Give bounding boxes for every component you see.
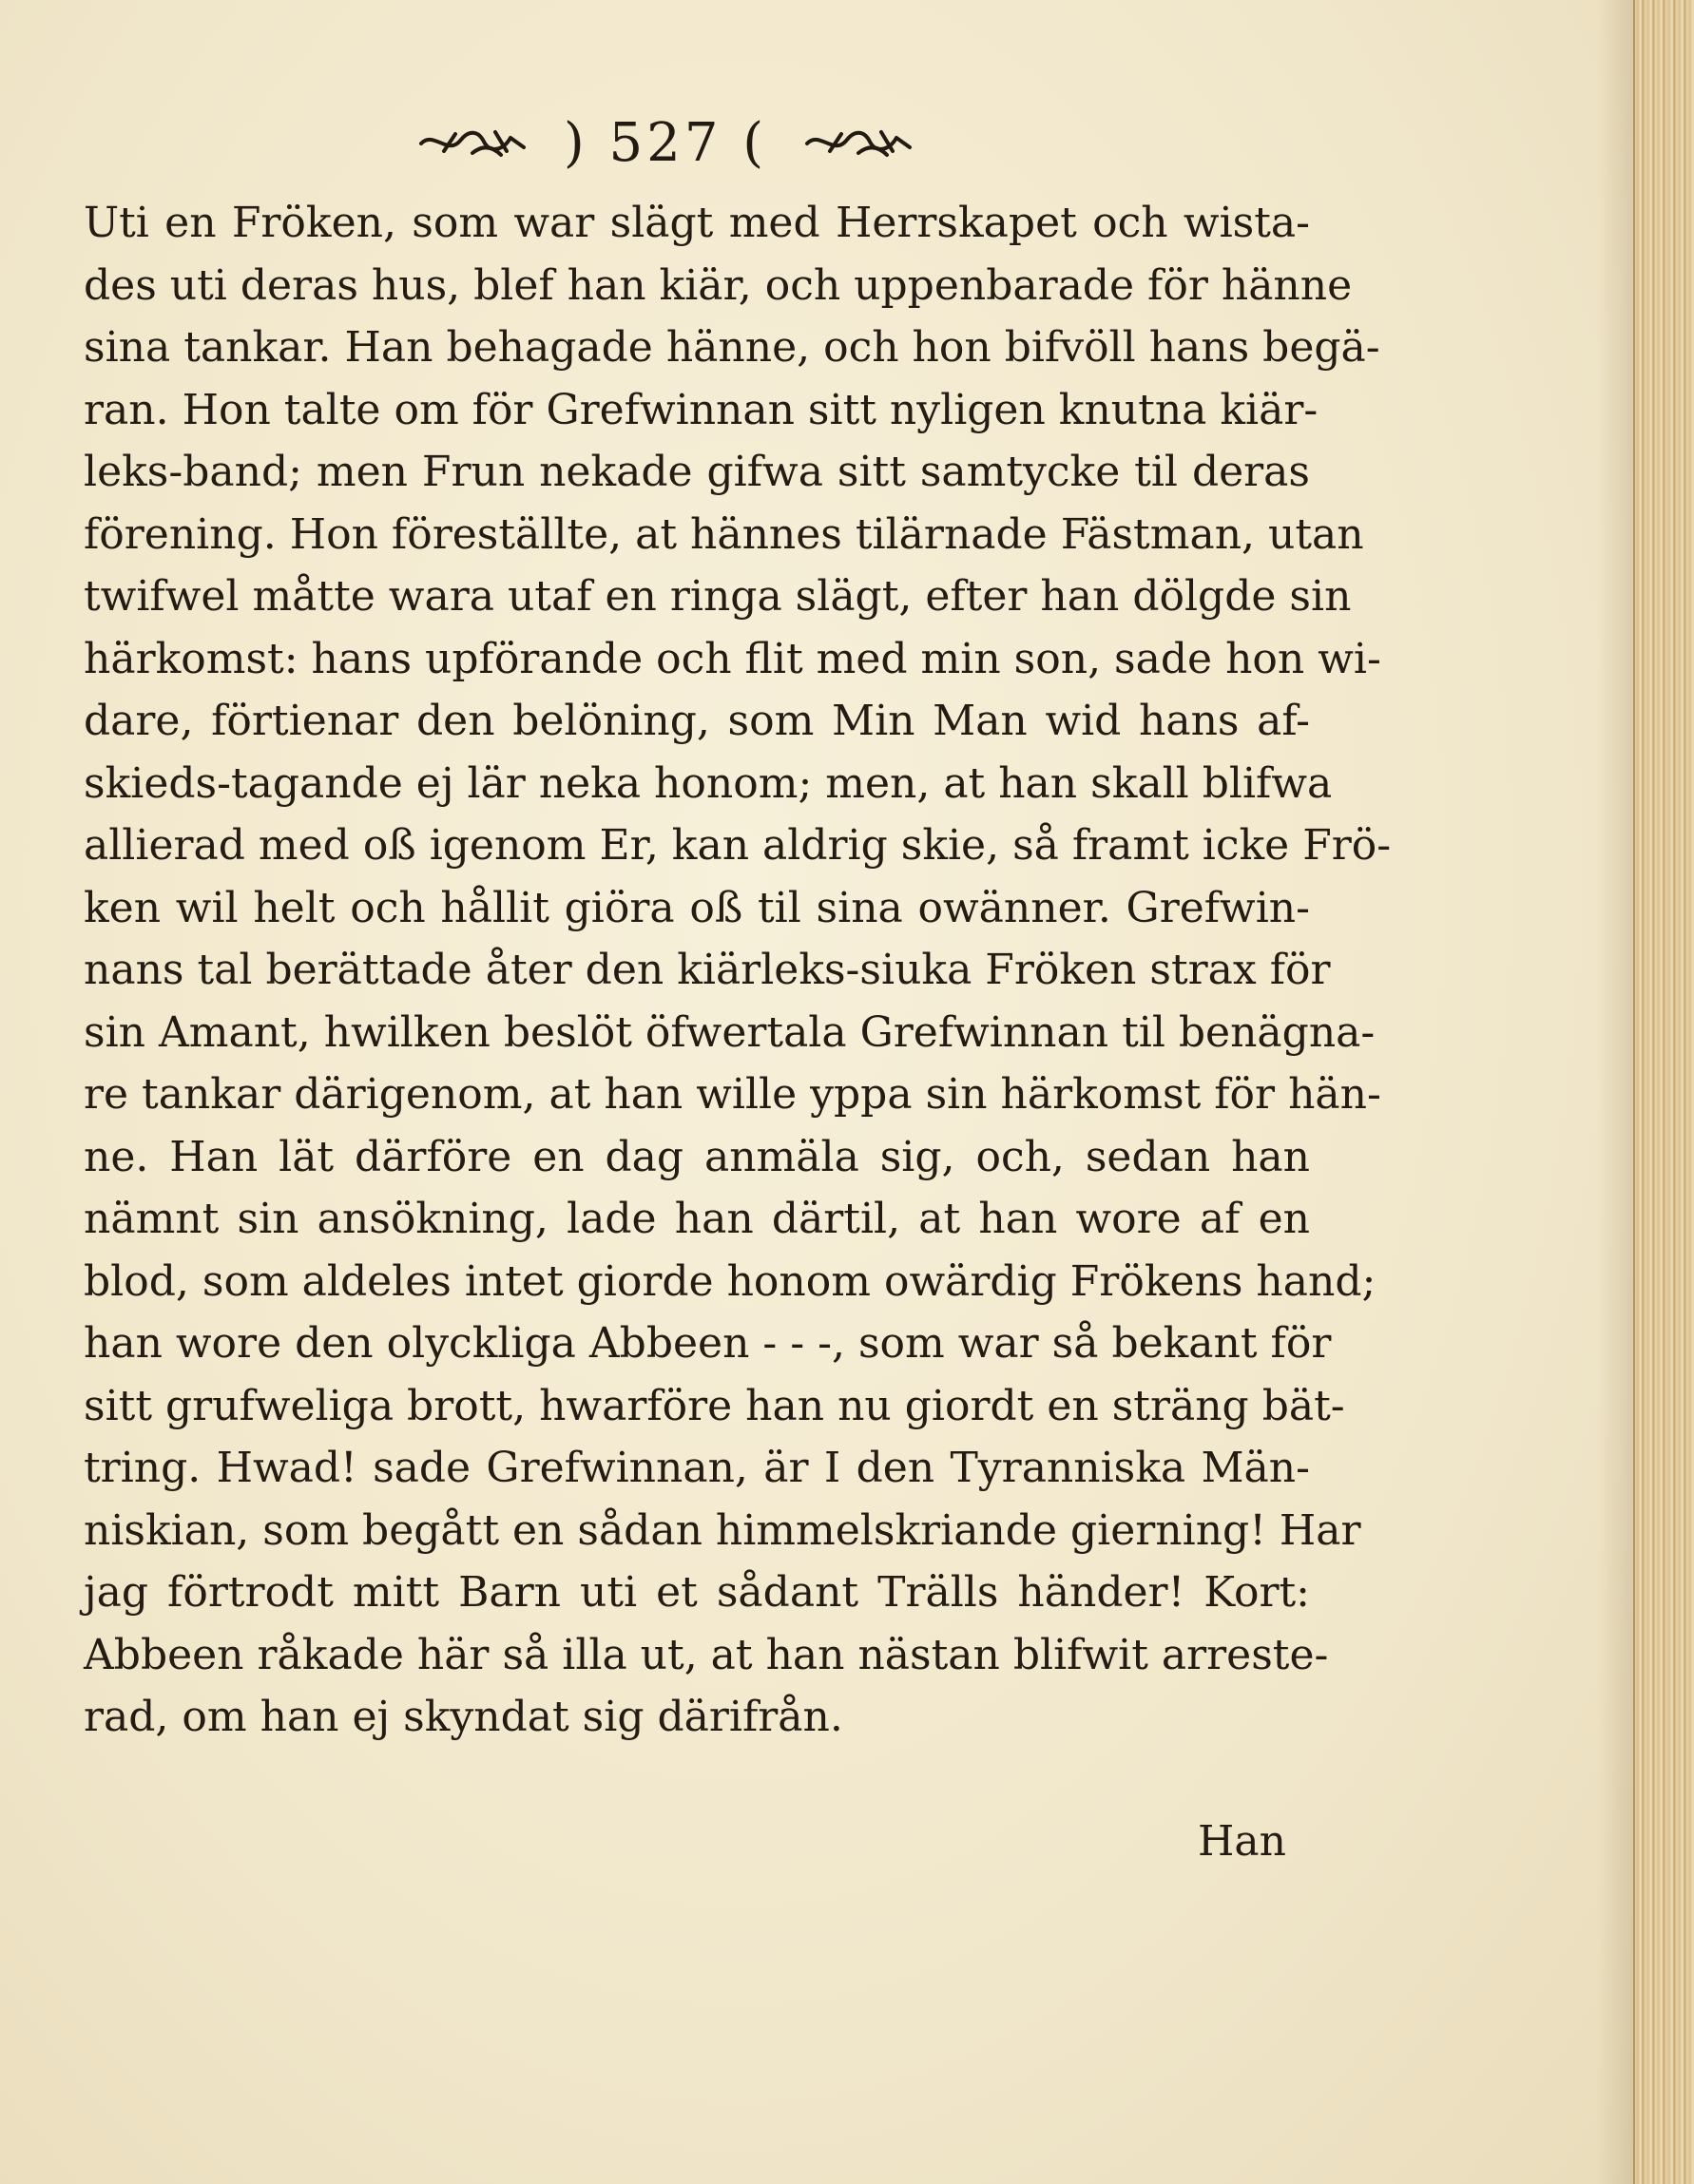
text-line: nämnt sin ansökning, lade han därtil, at han wore af en <box>84 1195 1310 1243</box>
text-line: ken wil helt och hållit giöra oß til sina owänner. Grefwin- <box>84 883 1310 932</box>
text-line: allierad med oß igenom Er, kan aldrig skie, så framt icke Frö- <box>84 821 1392 870</box>
text-line: ne. Han lät därföre en dag anmäla sig, och, sedan han <box>84 1132 1310 1181</box>
text-line: han wore den olyckliga Abbeen - - -, som war så bekant för <box>84 1319 1332 1368</box>
body-text <box>84 192 1392 1749</box>
text-line: Uti en Fröken, som war slägt med Herrskapet och wista- <box>84 199 1310 247</box>
text-line: sina tankar. Han behagade hänne, och hon bifvöll hans begä- <box>84 323 1380 372</box>
text-line: twifwel måtte wara utaf en ringa slägt, efter han dölgde sin <box>84 572 1352 621</box>
gutter-shadow <box>1597 0 1635 2184</box>
text-line: re tankar därigenom, at han wille yppa sin härkomst för hän- <box>84 1070 1381 1119</box>
text-line: sin Amant, hwilken beslöt öfwertala Grefwinnan til benägna- <box>84 1007 1376 1057</box>
text-line: nans tal berättade åter den kiärleks-siuka Fröken strax för <box>84 946 1331 994</box>
text-line: niskian, som begått en sådan himmelskriande gierning! Har <box>84 1505 1361 1555</box>
ornament-left-icon <box>415 123 529 164</box>
page-number: ) 527 ( <box>563 112 768 174</box>
page-header <box>0 112 1331 174</box>
text-line: skieds-tagande ej lär neka honom; men, at han skall blifwa <box>84 758 1333 808</box>
text-line: leks-band; men Frun nekade gifwa sitt samtycke til deras <box>84 448 1310 496</box>
book-page-edges <box>1633 0 1694 2184</box>
text-line: des uti deras hus, blef han kiär, och uppenbarade för hänne <box>84 260 1353 310</box>
text-line: Abbeen råkade här så illa ut, at han nästan blifwit arreste- <box>84 1630 1329 1679</box>
catchword: Han <box>1198 1817 1286 1866</box>
ornament-right-icon <box>801 123 915 164</box>
text-line: rad, om han ej skyndat sig därifrån. <box>84 1693 843 1741</box>
text-line: tring. Hwad! sade Grefwinnan, är I den Tyranniska Män- <box>84 1444 1310 1492</box>
text-line: ran. Hon talte om för Grefwinnan sitt nyligen knutna kiär- <box>84 385 1319 434</box>
text-line: dare, förtienar den belöning, som Min Man wid hans af- <box>84 697 1310 745</box>
text-line: förening. Hon föreställte, at hännes tilärnade Fästman, utan <box>84 509 1364 559</box>
text-line: sitt grufweliga brott, hwarföre han nu giordt en sträng bät- <box>84 1381 1345 1430</box>
text-line: jag förtrodt mitt Barn uti et sådant Trälls händer! Kort: <box>84 1568 1310 1617</box>
text-line: härkomst: hans upförande och flit med min son, sade hon wi- <box>84 634 1381 683</box>
text-line: blod, som aldeles intet giorde honom owärdig Frökens hand; <box>84 1256 1376 1306</box>
